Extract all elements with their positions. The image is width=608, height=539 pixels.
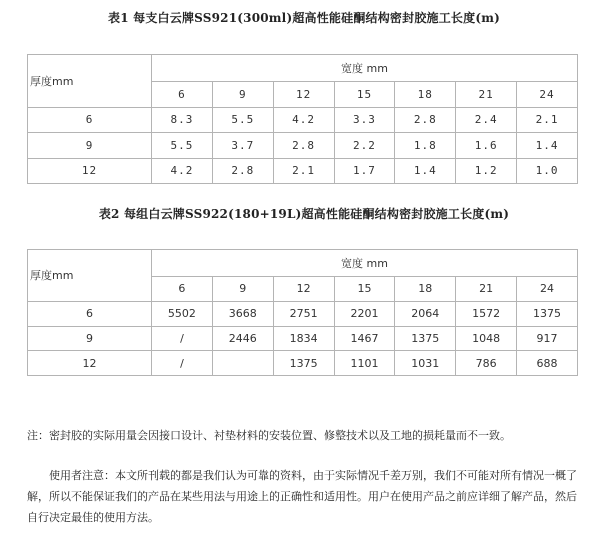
table1-value-cell: 4.2	[273, 107, 334, 133]
table2-value-cell: 1101	[334, 351, 395, 376]
table1-thickness-header: 厚度mm	[28, 55, 152, 108]
table1-thickness-cell: 12	[28, 158, 152, 184]
table2-value-cell: 2446	[212, 326, 273, 351]
table2-value-cell	[212, 351, 273, 376]
table2-caption: 表2 每组白云牌SS922(180+19L)超高性能硅酮结构密封胶施工长度(m)	[98, 207, 510, 221]
table2-value-cell: 1375	[395, 326, 456, 351]
table-row	[28, 351, 578, 376]
table1-width-cell: 21	[456, 82, 517, 108]
table1-value-cell: 1.8	[395, 133, 456, 159]
table1-width-cell: 18	[395, 82, 456, 108]
usage-notice-paragraph	[27, 465, 587, 528]
table1-value-cell: 1.0	[517, 158, 578, 184]
table-row	[28, 158, 578, 184]
table2	[27, 249, 578, 376]
table1-header-row	[28, 55, 578, 82]
table1-value-cell: 2.8	[273, 133, 334, 159]
table1-value-cell: 8.3	[152, 107, 213, 133]
table1-width-cell: 12	[273, 82, 334, 108]
table2-value-cell: 2751	[273, 301, 334, 326]
table2-width-cell: 9	[212, 277, 273, 302]
table1-value-cell: 5.5	[152, 133, 213, 159]
table2-width-cell: 18	[395, 277, 456, 302]
table2-value-cell: /	[152, 326, 213, 351]
table1-value-cell: 1.4	[517, 133, 578, 159]
sealant-usage-note: 注：密封胶的实际用量会因接口设计、衬垫材料的安装位置、修整技术以及工地的损耗量而不一致。	[27, 429, 511, 442]
table2-width-cell: 12	[273, 277, 334, 302]
table1-thickness-cell: 9	[28, 133, 152, 159]
table1-value-cell: 4.2	[152, 158, 213, 184]
table2-value-cell: 1375	[517, 301, 578, 326]
table2-thickness-cell: 6	[28, 301, 152, 326]
table1-value-cell: 5.5	[212, 107, 273, 133]
table2-value-cell: 2064	[395, 301, 456, 326]
table2-value-cell: 917	[517, 326, 578, 351]
table2-value-cell: 5502	[152, 301, 213, 326]
usage-notice-text: 使用者注意：本文所刊载的都是我们认为可靠的资料，由于实际情况千差万别，我们不可能对所有情况一概了解，所以不能保证我们的产品在某些用法与用途上的正确性和适用性。用户在使用产品之前应详细了解产品，然后自行决定最佳的使用方法。	[27, 469, 577, 524]
table2-value-cell: 1834	[273, 326, 334, 351]
table1-value-cell: 1.4	[395, 158, 456, 184]
table1-value-cell: 1.6	[456, 133, 517, 159]
table2-value-cell: 1467	[334, 326, 395, 351]
table1-width-cell: 24	[517, 82, 578, 108]
table1-value-cell: 3.7	[212, 133, 273, 159]
table2-width-cell: 6	[152, 277, 213, 302]
table2-header-row	[28, 250, 578, 277]
table2-value-cell: 1572	[456, 301, 517, 326]
table-row	[28, 133, 578, 159]
table-row	[28, 107, 578, 133]
table2-value-cell: 1031	[395, 351, 456, 376]
table1-value-cell: 1.7	[334, 158, 395, 184]
table2-value-cell: /	[152, 351, 213, 376]
table1-width-cell: 6	[152, 82, 213, 108]
table2-thickness-cell: 12	[28, 351, 152, 376]
table1-value-cell: 2.2	[334, 133, 395, 159]
table1-width-cell: 15	[334, 82, 395, 108]
table1-width-header: 宽度 mm	[152, 55, 578, 82]
table1-value-cell: 2.1	[517, 107, 578, 133]
table1-value-cell: 2.8	[395, 107, 456, 133]
table-row	[28, 326, 578, 351]
table1-value-cell: 3.3	[334, 107, 395, 133]
table2-thickness-cell: 9	[28, 326, 152, 351]
table2-value-cell: 1375	[273, 351, 334, 376]
table-row	[28, 301, 578, 326]
table2-width-cell: 21	[456, 277, 517, 302]
table1-value-cell: 2.8	[212, 158, 273, 184]
table2-width-cell: 24	[517, 277, 578, 302]
table2-value-cell: 1048	[456, 326, 517, 351]
table2-width-header: 宽度 mm	[152, 250, 578, 277]
table1-value-cell: 1.2	[456, 158, 517, 184]
table2-value-cell: 688	[517, 351, 578, 376]
table1-thickness-cell: 6	[28, 107, 152, 133]
table2-thickness-header: 厚度mm	[28, 250, 152, 302]
table1-value-cell: 2.4	[456, 107, 517, 133]
table2-value-cell: 786	[456, 351, 517, 376]
table2-value-cell: 2201	[334, 301, 395, 326]
table2-value-cell: 3668	[212, 301, 273, 326]
table1-width-cell: 9	[212, 82, 273, 108]
table1	[27, 54, 578, 184]
table2-width-cell: 15	[334, 277, 395, 302]
table1-caption: 表1 每支白云牌SS921(300ml)超高性能硅酮结构密封胶施工长度(m)	[108, 11, 500, 25]
table1-value-cell: 2.1	[273, 158, 334, 184]
